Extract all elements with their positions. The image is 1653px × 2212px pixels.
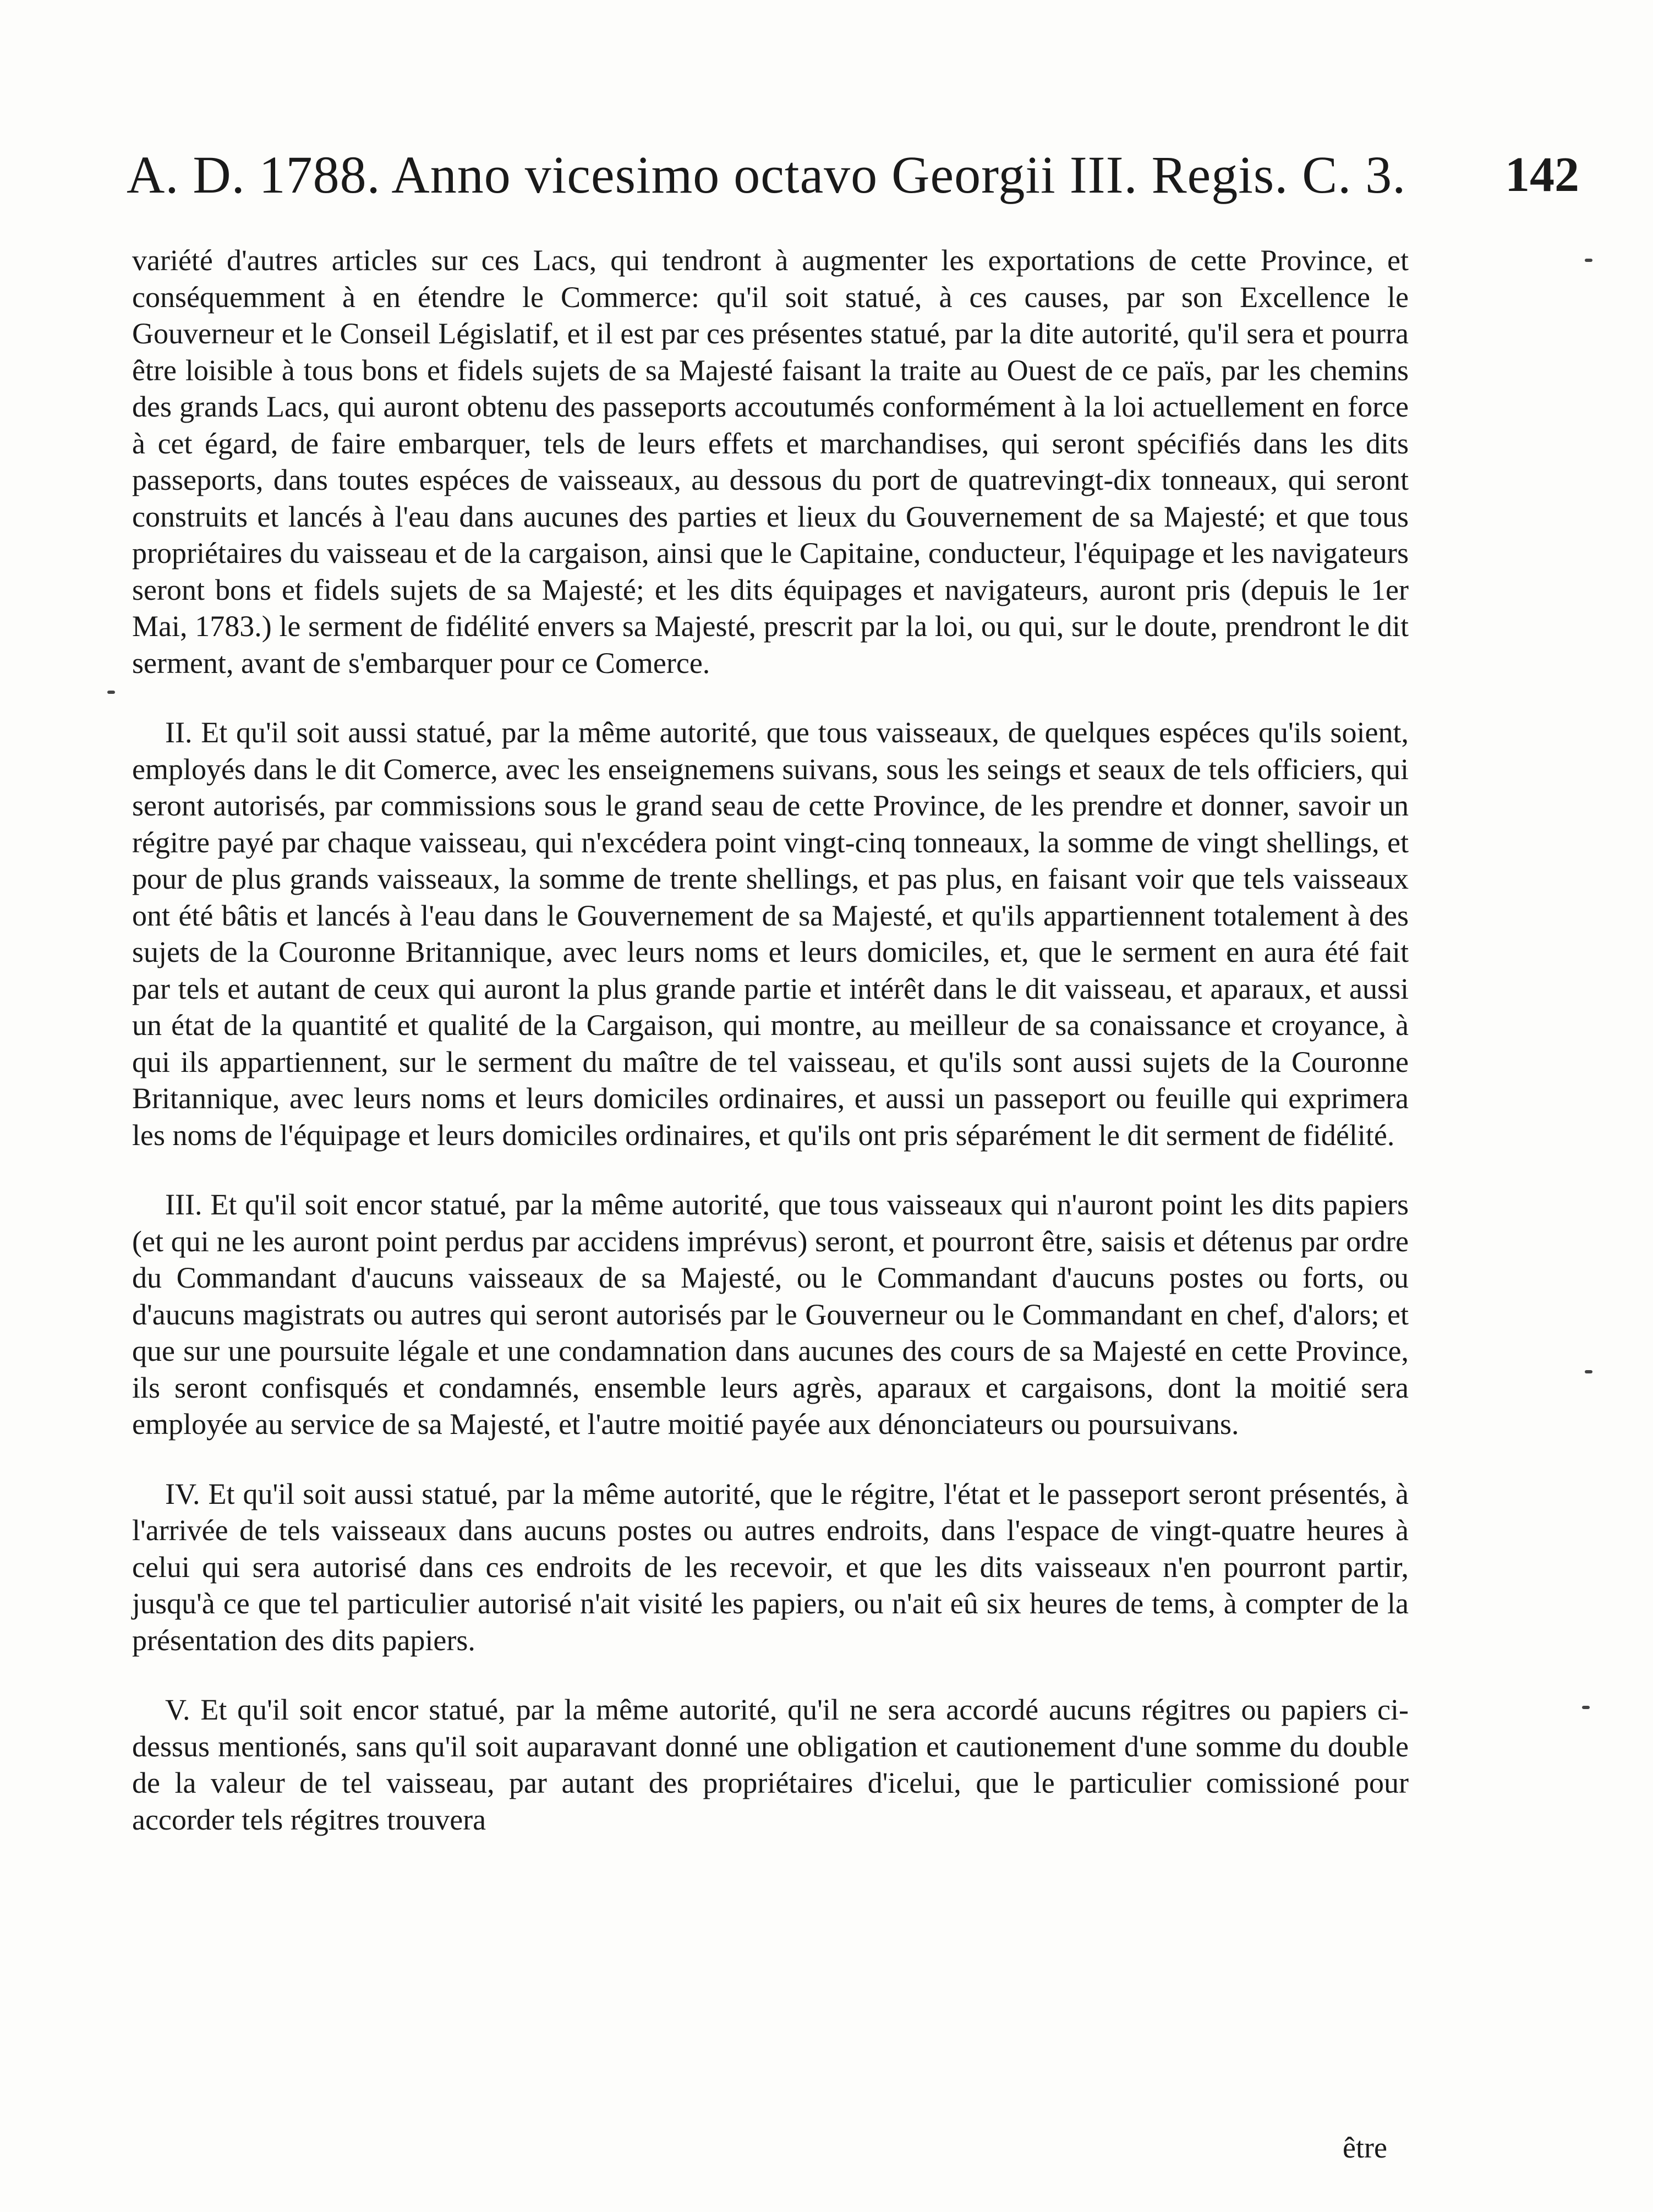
body-text — [132, 242, 1409, 1838]
page-number: 142 — [1505, 147, 1579, 202]
paragraph-section-2: II. Et qu'il soit aussi statué, par la même autorité, que tous vaisseaux, de quelques espéces qu'ils soient, employés dans le dit Comerce, avec les enseignemens suivans, sous les seings et seaux de tels officiers, qui seront autorisés, par commissions sous le grand seau de cette Province, de les prendre et donner, savoir un régitre payé par chaque vaisseau, qui n'excédera point vingt-cinq tonneaux, la somme de vingt shellings, et pour de plus grands vaisseaux, la somme de trente shellings, et pas plus, en faisant voir que tels vaisseaux ont été bâtis et lancés à l'eau dans le Gouvernement de sa Majesté, et qu'ils appartiennent totalement à des sujets de la Couronne Britannique, avec leurs noms et leurs domiciles, et, que le serment en aura été fait par tels et autant de ceux qui auront la plus grande partie et intérêt dans le dit vaisseau, et aparaux, et aussi un état de la quantité et qualité de la Cargaison, qui montre, au meilleur de sa conaissance et croyance, à qui ils appartiennent, sur le serment du maître de tel vaisseau, et qu'ils sont aussi sujets de la Couronne Britannique, avec leurs noms et leurs domiciles ordinaires, et aussi un passeport ou feuille qui exprimera les noms de l'équipage et leurs domiciles ordinaires, et qu'ils ont pris séparément le dit serment de fidélité. — [132, 716, 1409, 1152]
running-header: A. D. 1788. Anno vicesimo octavo Georgii III. Regis. C. 3. — [127, 145, 1406, 204]
catchword: être — [1343, 2131, 1387, 2164]
paragraph-section-5: V. Et qu'il soit encor statué, par la même autorité, qu'il ne sera accordé aucuns régitres ou papiers ci-dessus mentionés, sans qu'il soit auparavant donné une obligation et cautionement d'une somme du double de la valeur de tel vaisseau, par autant des propriétaires d'icelui, que le particulier comissioné pour accorder tels régitres trouvera — [132, 1693, 1409, 1836]
margin-speck — [1582, 1706, 1590, 1709]
paragraph-section-4: IV. Et qu'il soit aussi statué, par la même autorité, que le régitre, l'état et le passeport seront présentés, à l'arrivée de tels vaisseaux dans aucuns postes ou autres endroits, dans l'espace de vingt-quatre heures à celui qui sera autorisé dans ces endroits de les recevoir, et que les dits vaisseaux n'en pourront partir, jusqu'à ce que tel particulier autorisé n'ait visité les papiers, ou n'ait eû six heures de tems, à compter de la présentation des dits papiers. — [132, 1477, 1409, 1657]
paragraph-section-3: III. Et qu'il soit encor statué, par la même autorité, que tous vaisseaux qui n'auront point les dits papiers (et qui ne les auront point perdus par accidens imprévus) seront, et pourront être, saisis et détenus par ordre du Commandant d'aucuns vaisseaux de sa Majesté, ou le Commandant d'aucuns postes ou forts, ou d'aucuns magistrats ou autres qui seront autorisés par le Gouverneur ou le Commandant en chef, d'alors; et que sur une poursuite légale et une condamnation dans aucunes des cours de sa Majesté en cette Province, ils seront confisqués et condamnés, ensemble leurs agrès, aparaux et cargaisons, dont la moitié sera employée au service de sa Majesté, et l'autre moitié payée aux dénonciateurs ou poursuivans. — [132, 1188, 1409, 1441]
paragraph-preamble-continuation: variété d'autres articles sur ces Lacs, qui tendront à augmenter les exportations de cette Province, et conséquemment à en étendre le Commerce: qu'il soit statué, à ces causes, par son Excellence le Gouverneur et le Conseil Législatif, et il est par ces présentes statué, par la dite autorité, qu'il sera et pourra être loisible à tous bons et fidels sujets de sa Majesté faisant la traite au Ouest de ce païs, par les chemins des grands Lacs, qui auront obtenu des passeports accoutumés conformément à la loi actuellement en force à cet égard, de faire embarquer, tels de leurs effets et marchandises, qui seront spécifiés dans les dits passeports, dans toutes espéces de vaisseaux, au dessous du port de quatrevingt-dix tonneaux, qui seront construits et lancés à l'eau dans aucunes des parties et lieux du Gouvernement de sa Majesté; et que tous propriétaires du vaisseau et de la cargaison, ainsi que le Capitaine, conducteur, l'équipage et les navigateurs seront bons et fidels sujets de sa Majesté; et les dits équipages et navigateurs, auront pris (depuis le 1er Mai, 1783.) le serment de fidélité envers sa Majesté, prescrit par la loi, ou qui, sur le doute, prendront le dit serment, avant de s'embarquer pour ce Comerce. — [132, 244, 1409, 680]
margin-speck — [1585, 1370, 1592, 1373]
margin-speck — [1585, 259, 1592, 262]
margin-speck — [107, 691, 115, 694]
